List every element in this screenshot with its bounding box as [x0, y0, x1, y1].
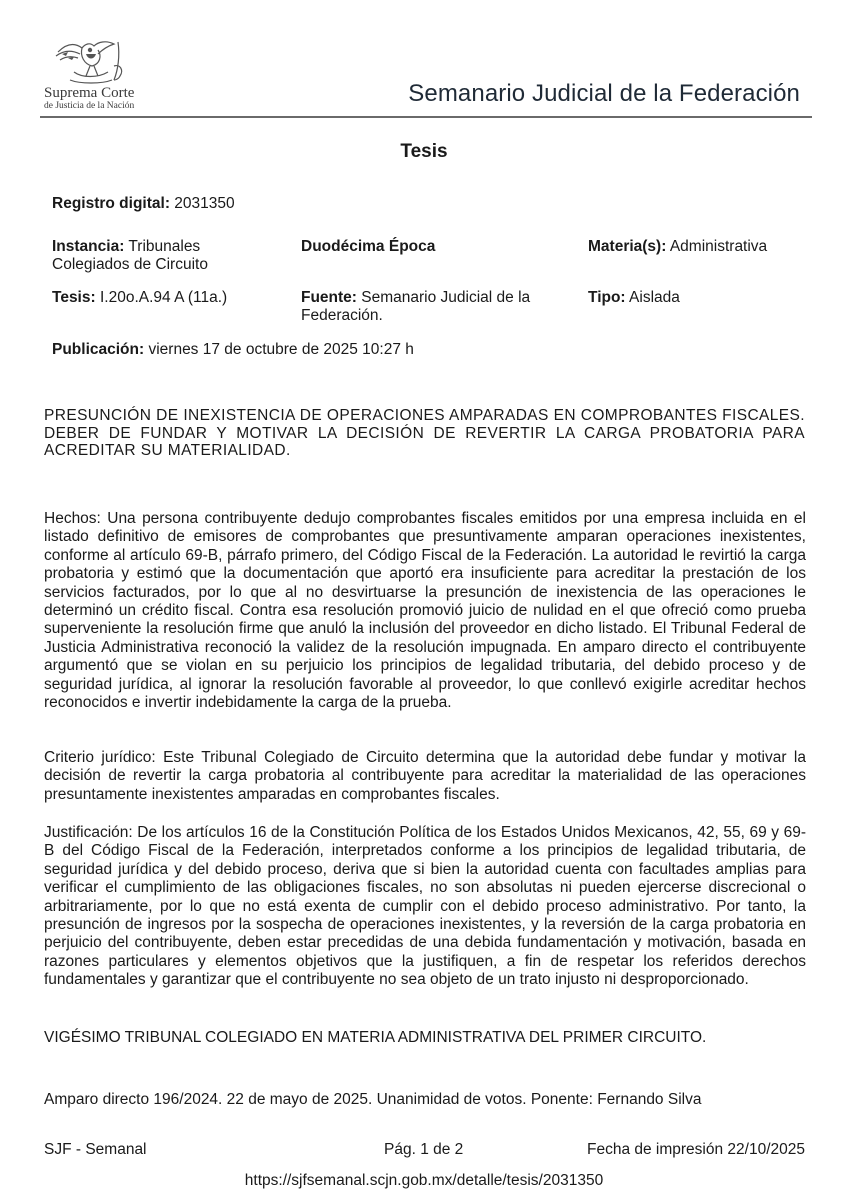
- instancia-value-line1: Tribunales: [128, 238, 201, 255]
- tipo-label: Tipo:: [588, 289, 626, 306]
- hechos-paragraph: Hechos: Una persona contribuyente dedujo comprobantes fiscales emitidos por una empresa incluida en el listado definitivo de emisores de comprobantes que presuntivamente amparan operaciones inexistentes, conforme al artículo 69-B, párrafo primero, del Código Fiscal de la Federación. La autoridad le revirtió la carga probatoria y estimó que la documentación que aportó era insuficiente para acreditar la prestación de los servicios facturados, por lo que al no desvirtuarse la presunción de inexistencia de las operaciones le determinó un crédito fiscal. Contra esa resolución promovió juicio de nulidad en el que ofreció como prueba superveniente la resolución firme que anuló la inclusión del proveedor en dicho listado. El Tribunal Federal de Justicia Administrativa reconoció la validez de la resolución impugnada. En amparo directo el contribuyente argumentó que se violan en su perjuicio los principios de legalidad tributaria, del debido proceso y de seguridad jurídica, al ignorar la resolución favorable al proveedor, lo que conllevó exigirle acreditar hechos reconocidos e invertir indebidamente la carga de la prueba.: [44, 510, 806, 712]
- instancia-label: Instancia:: [52, 238, 125, 255]
- criterio-paragraph: Criterio jurídico: Este Tribunal Colegiado de Circuito determina que la autoridad debe fundar y motivar la decisión de revertir la carga probatoria al contribuyente para acreditar la materialidad de las operaciones presuntamente inexistentes amparadas en comprobantes fiscales.: [44, 749, 806, 803]
- tipo-value: Aislada: [629, 289, 680, 306]
- site-title: Semanario Judicial de la Federación: [408, 80, 800, 107]
- document-type: Tesis: [400, 141, 448, 162]
- publicacion-label: Publicación:: [52, 341, 145, 358]
- publicacion-value: viernes 17 de octubre de 2025 10:27 h: [148, 341, 414, 358]
- justificacion-paragraph: Justificación: De los artículos 16 de la Constitución Política de los Estados Unidos Mexicanos, 42, 55, 69 y 69-B del Código Fiscal de la Federación, interpretados conforme a los principios de legalidad tributaria, de seguridad jurídica y del debido proceso, deriva que si bien la autoridad cuenta con facultades amplias para verificar el cumplimiento de las obligaciones fiscales, no son absolutas ni pueden ejercerse discrecional o arbitrariamente, por lo que no está exenta de cumplir con el debido proceso administrativo. Por tanto, la presunción de ingresos por la sospecha de operaciones inexistentes, y la reversión de la carga probatoria en perjuicio del contribuyente, deben estar precedidas de una debida fundamentación y motivación, basada en razones particulares y elementos objetivos que la justifiquen, a fin de respetar los referidos derechos fundamentales y garantizar que el contribuyente no sea objeto de un trato injusto ni desproporcionado.: [44, 824, 806, 989]
- footer-page-number: Pág. 1 de 2: [384, 1141, 464, 1158]
- fuente-value-line1: Semanario Judicial de la: [361, 289, 531, 306]
- instancia-value-line2: Colegiados de Circuito: [52, 256, 208, 273]
- header-divider: [40, 116, 812, 118]
- materia-value: Administrativa: [669, 238, 768, 255]
- fuente-label: Fuente:: [301, 289, 357, 306]
- thesis-title: PRESUNCIÓN DE INEXISTENCIA DE OPERACIONES AMPARADAS EN COMPROBANTES FISCALES. DEBER DE FUNDAR Y MOTIVAR LA DECISIÓN DE REVERTIR LA CARGA PROBATORIA PARA ACREDITAR SU MATERIALIDAD.: [44, 407, 805, 459]
- tribunal-paragraph: VIGÉSIMO TRIBUNAL COLEGIADO EN MATERIA ADMINISTRATIVA DEL PRIMER CIRCUITO.: [44, 1029, 707, 1046]
- footer-print-date: Fecha de impresión 22/10/2025: [586, 1141, 805, 1158]
- footer-url[interactable]: https://sjfsemanal.scjn.gob.mx/detalle/tesis/2031350: [244, 1172, 604, 1189]
- materia-label: Materia(s):: [588, 238, 667, 255]
- page-header: [40, 36, 812, 116]
- logo-name: Suprema Corte: [44, 85, 135, 101]
- registro-digital: [52, 195, 235, 213]
- publicacion: [52, 341, 414, 359]
- logo-subtitle: de Justicia de la Nación: [44, 101, 135, 111]
- epoca: [301, 238, 435, 256]
- scjn-logo: [40, 36, 140, 116]
- fuente: [301, 289, 530, 325]
- materia: [588, 238, 767, 256]
- registro-value: 2031350: [174, 195, 235, 212]
- instancia: [52, 238, 208, 274]
- registro-label: Registro digital:: [52, 195, 170, 212]
- eagle-emblem-icon: [52, 36, 130, 86]
- tesis-value: I.20o.A.94 A (11a.): [99, 289, 228, 306]
- tesis-id: [52, 289, 227, 307]
- tipo: [588, 289, 680, 307]
- tesis-label: Tesis:: [52, 289, 96, 306]
- epoca-value: Duodécima Época: [301, 238, 436, 255]
- precedente-paragraph: Amparo directo 196/2024. 22 de mayo de 2025. Unanimidad de votos. Ponente: Fernando Silva: [44, 1091, 702, 1108]
- footer-source: SJF - Semanal: [44, 1141, 147, 1158]
- fuente-value-line2: Federación.: [301, 307, 383, 324]
